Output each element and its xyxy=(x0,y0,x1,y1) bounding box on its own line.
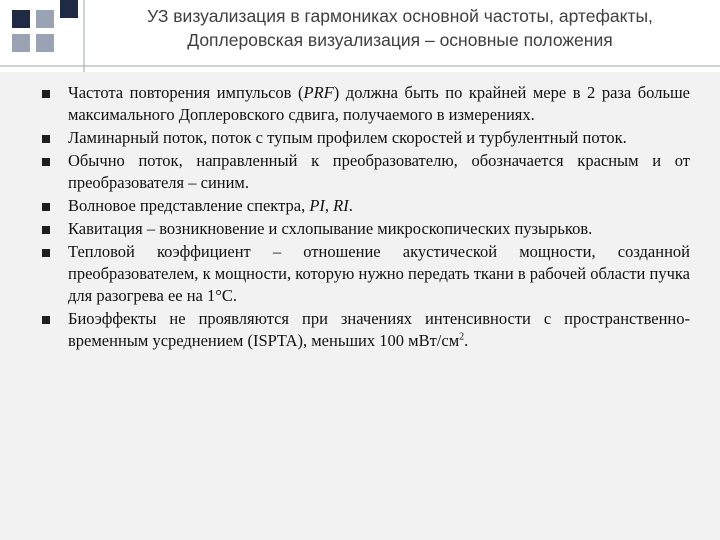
square-bullet-icon xyxy=(42,226,50,234)
square-bullet-icon xyxy=(42,203,50,211)
bullet-item-spectrum: Волновое представление спектра, PI, RI. xyxy=(42,195,690,217)
slide-title xyxy=(100,4,700,52)
bullet-item-prf: Частота повторения импульсов (PRF) должна быть по крайней мере в 2 раза больше максимального Доплеровского сдвига, получаемого в измерениях. xyxy=(42,82,690,126)
square-bullet-icon xyxy=(42,135,50,143)
square-bullet-icon xyxy=(42,316,50,324)
bullet-item-thermal-index: Тепловой коэффициент – отношение акустической мощности, созданной преобразователем, к мощности, которую нужно передать ткани в рабочей области пучка для разогрева ее на 1°С. xyxy=(42,241,690,307)
term-ri: RI xyxy=(333,196,349,215)
square-bullet-icon xyxy=(42,249,50,257)
superscript-2: 2 xyxy=(459,331,465,343)
term-pi: PI xyxy=(309,196,325,215)
bullet-item-flow-types: Ламинарный поток, поток с тупым профилем скоростей и турбулентный поток. xyxy=(42,127,690,149)
term-prf: PRF xyxy=(303,83,334,102)
bullet-item-bioeffects: Биоэффекты не проявляются при значениях интенсивности с пространственно-временным усреднением (ISPTA), меньших 100 мВт/$см^2$. xyxy=(42,308,690,352)
slide-title-line-2: Доплеровская визуализация – основные положения xyxy=(187,30,613,50)
slide-title-line-1: УЗ визуализация в гармониках основной частоты, артефакты, xyxy=(147,6,653,26)
square-bullet-icon xyxy=(42,90,50,98)
bullet-item-flow-colors: Обычно поток, направленный к преобразователю, обозначается красным и от преобразователя – синим. xyxy=(42,150,690,194)
square-bullet-icon xyxy=(42,158,50,166)
bullet-list xyxy=(42,82,690,353)
bullet-item-cavitation: Кавитация – возникновение и схлопывание микроскопических пузырьков. xyxy=(42,218,690,240)
title-bar xyxy=(0,0,720,72)
